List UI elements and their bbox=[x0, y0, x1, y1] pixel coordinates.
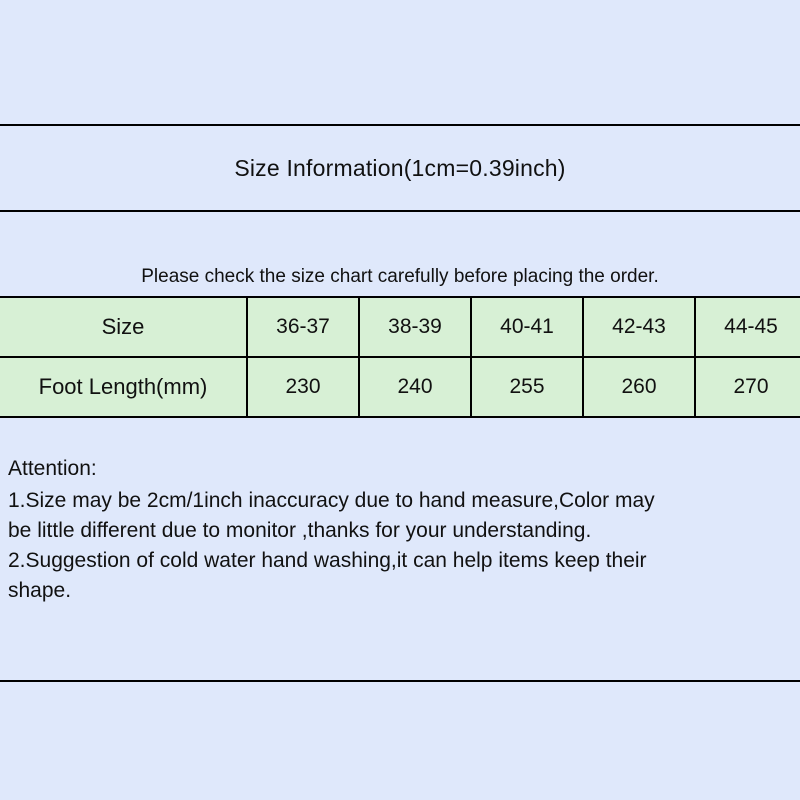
foot-length-cell: 230 bbox=[247, 357, 359, 417]
attention-heading: Attention: bbox=[8, 457, 97, 480]
foot-length-cell: 270 bbox=[695, 357, 800, 417]
foot-length-cell: 240 bbox=[359, 357, 471, 417]
row-header-size: Size bbox=[0, 297, 247, 357]
attention-line: shape. bbox=[8, 579, 72, 602]
table-row bbox=[0, 297, 800, 357]
subtitle-row bbox=[0, 212, 800, 296]
attention-notes bbox=[0, 418, 800, 606]
size-chart-sheet bbox=[0, 124, 800, 682]
foot-length-cell: 255 bbox=[471, 357, 583, 417]
attention-line: be little different due to monitor ,thanks for your understanding. bbox=[8, 519, 592, 542]
title-row bbox=[0, 126, 800, 212]
size-cell: 38-39 bbox=[359, 297, 471, 357]
subtitle-text: Please check the size chart carefully before placing the order. bbox=[141, 266, 659, 287]
size-cell: 36-37 bbox=[247, 297, 359, 357]
row-header-foot-length: Foot Length(mm) bbox=[0, 357, 247, 417]
size-cell: 42-43 bbox=[583, 297, 695, 357]
foot-length-cell: 260 bbox=[583, 357, 695, 417]
attention-line: 2.Suggestion of cold water hand washing,it can help items keep their bbox=[8, 549, 647, 572]
page-title: Size Information(1cm=0.39inch) bbox=[234, 154, 566, 181]
size-cell: 44-45 bbox=[695, 297, 800, 357]
size-cell: 40-41 bbox=[471, 297, 583, 357]
attention-line: 1.Size may be 2cm/1inch inaccuracy due to hand measure,Color may bbox=[8, 489, 655, 512]
table-row bbox=[0, 357, 800, 417]
size-table bbox=[0, 296, 800, 418]
